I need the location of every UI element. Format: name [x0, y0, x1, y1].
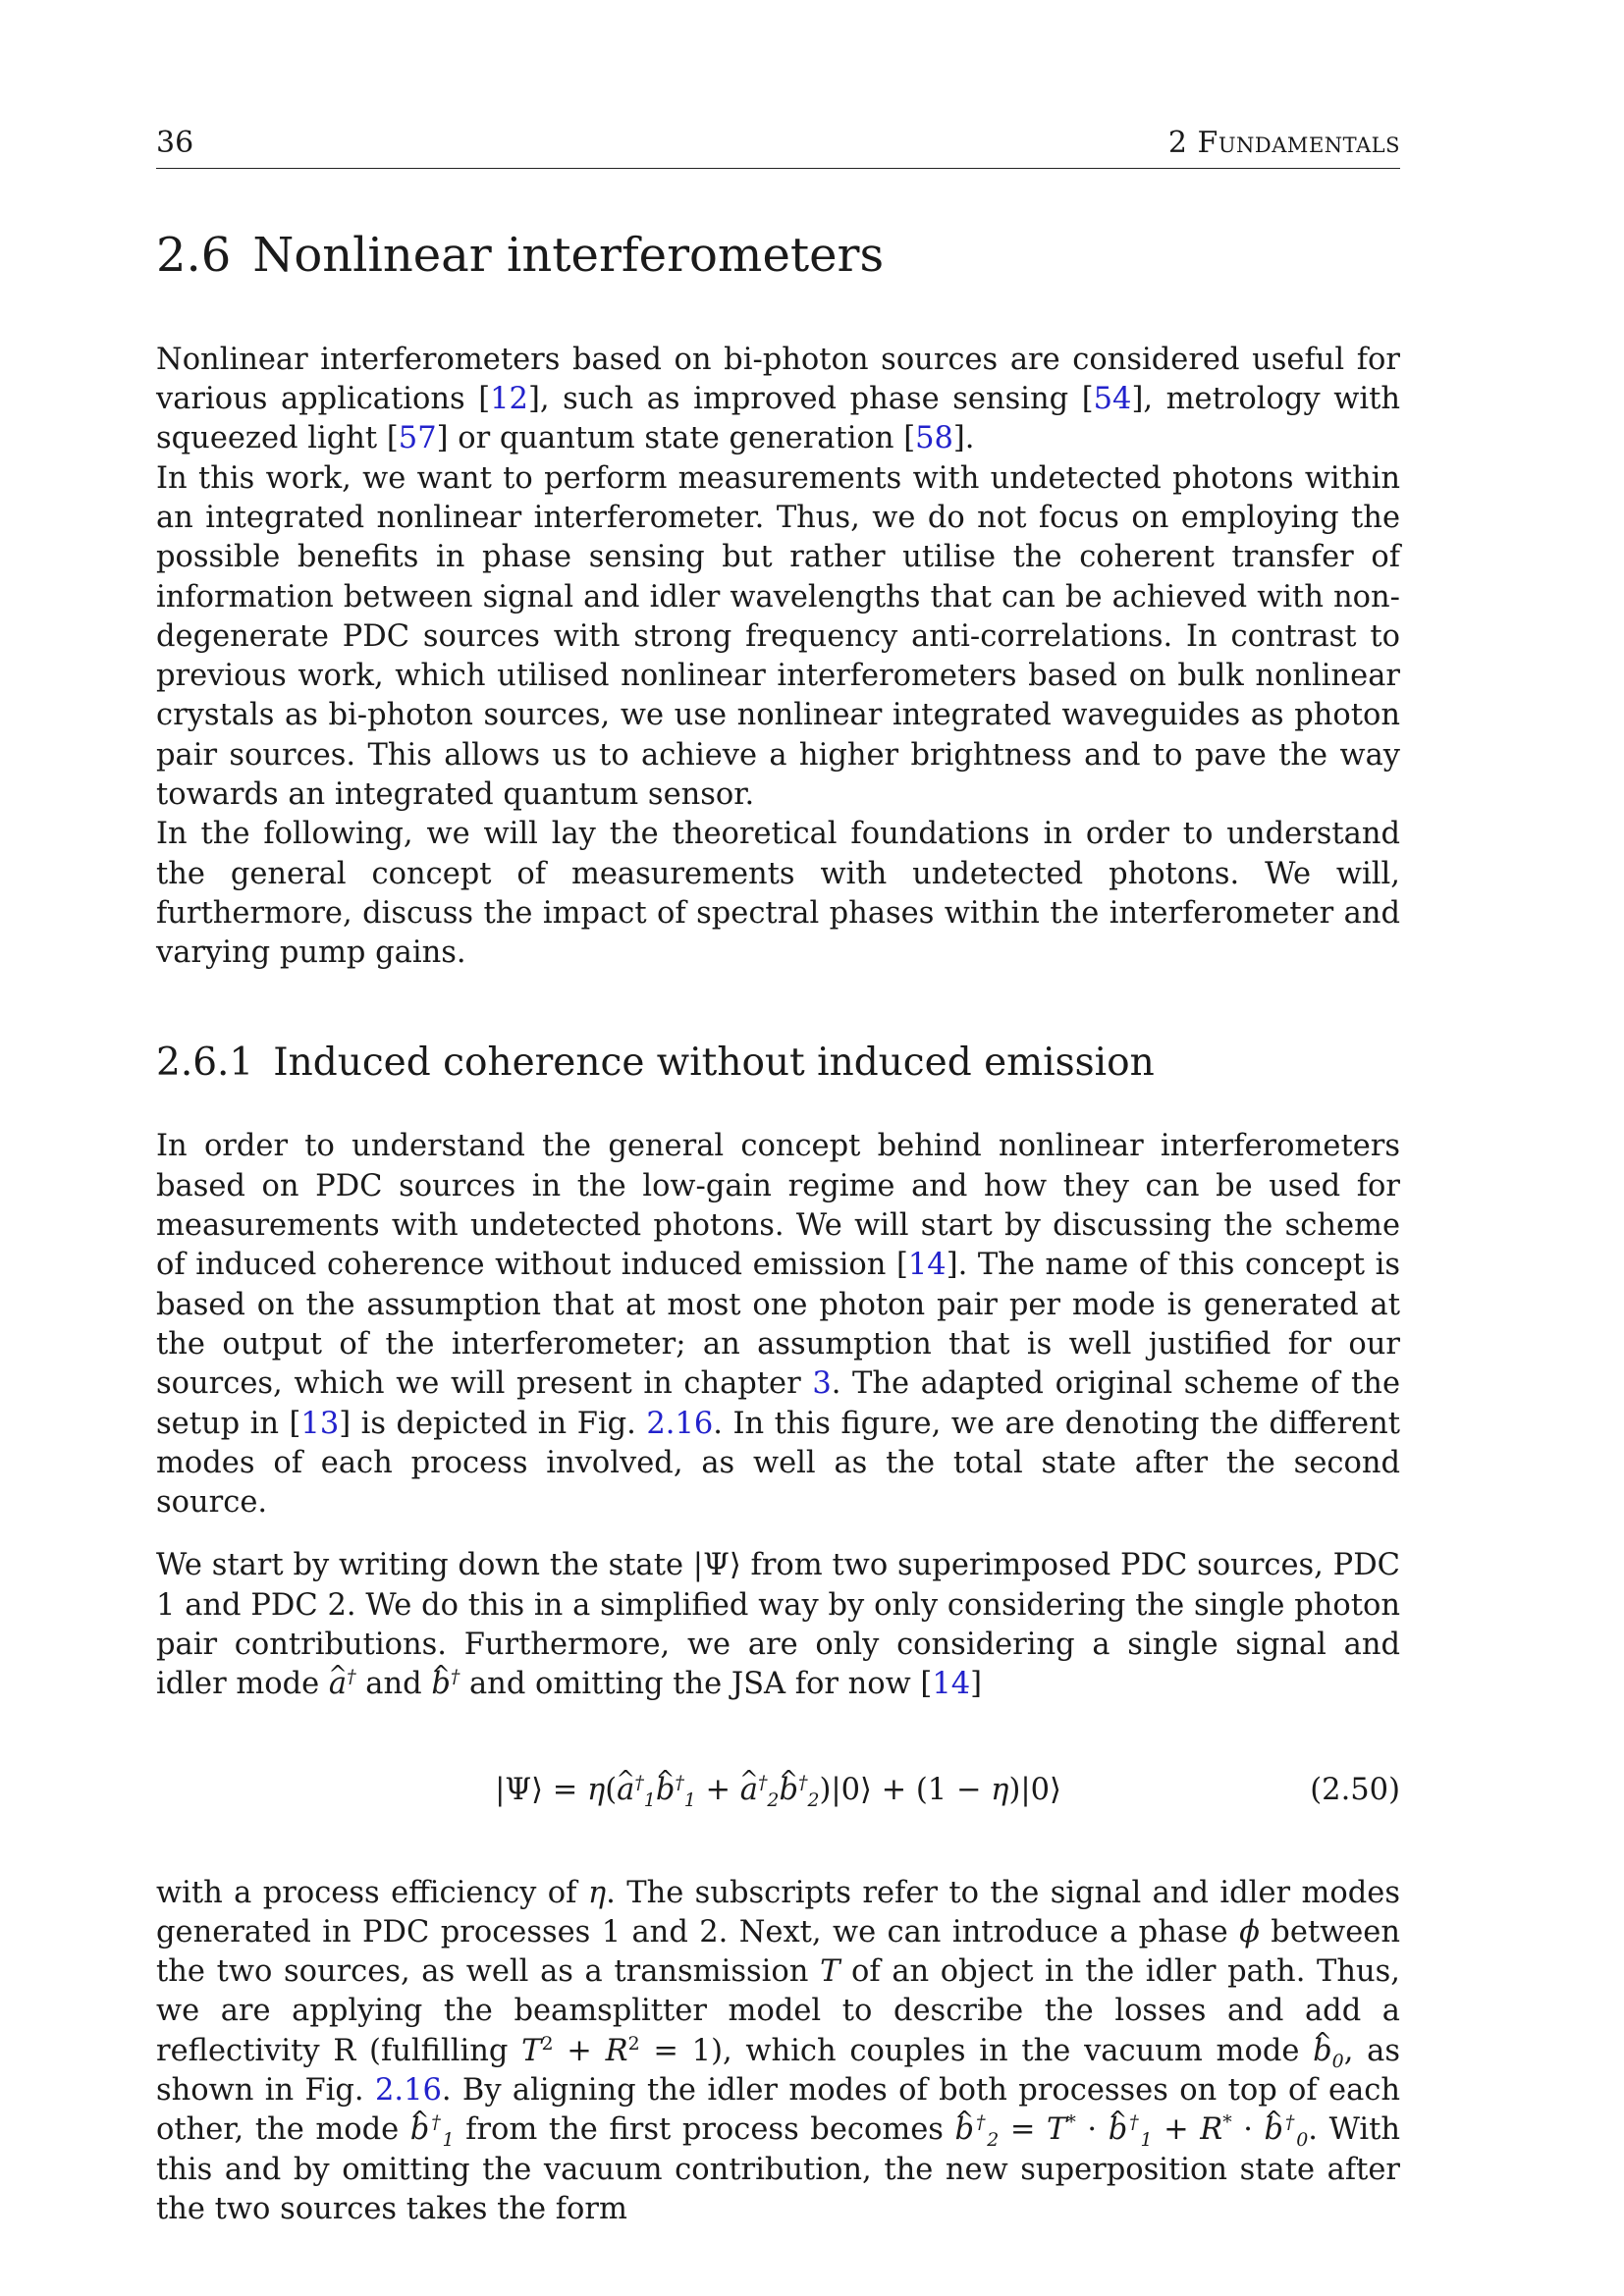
citation-link[interactable]: 57 [398, 421, 437, 456]
citation-link[interactable]: 13 [300, 1406, 340, 1441]
text-run: ] [970, 1667, 983, 1702]
text-run: with a process efficiency of [156, 1875, 588, 1910]
paragraph-body-1 [156, 1127, 1400, 1522]
math-a-dagger: ^ a† [329, 1667, 356, 1701]
math-phi: ϕ [1239, 1914, 1260, 1949]
paragraph-intro-2: In this work, we want to perform measurements with undetected photons within an integrated nonlinear interferometer. Thus, we do not focus on employing the possible benefits in phase sensing but rather utilise the coherent transfer of information between signal and idler wavelengths that can be achieved with non-degenerate PDC sources with strong frequency anti-correlations. In contrast to previous work, which utilised nonlinear interferometers based on bulk nonlinear crystals as bi-photon sources, we use nonlinear integrated waveguides as photon pair sources. This allows us to achieve a higher brightness and to pave the way towards an integrated quantum sensor. [156, 460, 1400, 813]
citation-link[interactable]: 58 [915, 421, 953, 456]
subsection-heading [156, 1042, 1400, 1085]
citation-link[interactable]: 14 [932, 1667, 971, 1702]
section-number: 2.6 [156, 228, 232, 283]
citation-link[interactable]: 12 [490, 382, 528, 417]
text-run: ], metrology with squeezed light [ [156, 382, 1400, 456]
text-run: ]. [952, 421, 975, 456]
math-eta: η [587, 1875, 607, 1910]
citation-link[interactable]: 54 [1093, 382, 1132, 417]
paragraph-body-2 [156, 1546, 1400, 1704]
paragraph-body-3 [156, 1874, 1400, 2230]
chapter-title: 2 Fundamentals [1167, 126, 1400, 160]
text-run: from the first process becomes [454, 2112, 955, 2148]
math-T2-R2: $T^2 + R^2 = 1$ [521, 2032, 712, 2068]
section-title: Nonlinear interferometers [252, 228, 885, 283]
math-T: T [820, 1954, 840, 1990]
text-run: We start by writing down the state |Ψ⟩ from two superimposed PDC sources, PDC 1 and PDC 2. We do this in a simplified way by only considering the single photon pair contributions. Furthermore, we are only considering a single signal and idler mode [156, 1548, 1400, 1702]
text-run: ] is depicted in Fig. [339, 1406, 647, 1441]
text-run: . The subscripts refer to the signal and idler modes generated in PDC processes 1 and 2. Next, we can introduce a phase [156, 1875, 1400, 1949]
text-run: and omitting the JSA for now [ [460, 1667, 933, 1702]
math-b2-relation: ^ $b^\dagger_2 = T^*$ · ^ $b^\dagger_1 + R^*$ · ^ $b^\dagger_0$ [955, 2112, 1309, 2147]
text-run: . In this figure, we are denoting the different modes of each process involved, as well as the total state after the second source. [156, 1406, 1400, 1521]
math-b-dagger: ^ b† [431, 1667, 460, 1701]
equation-body: |Ψ⟩ = η(^ $a^\dagger_1\^{}$ $b^\dagger_1$ + ^ $a^\dagger_2\^{}$ $b^\dagger_2)|0⟩ + (1$ − η)|0⟩ [156, 1754, 1400, 1827]
text-run: , as shown in Fig. [156, 2033, 1400, 2109]
text-run: and [355, 1667, 432, 1702]
text-run: . The adapted original scheme of the setup in [ [156, 1366, 1400, 1441]
figure-link[interactable]: 2.16 [374, 2073, 442, 2109]
text-run: ], such as improved phase sensing [ [527, 382, 1094, 417]
text-run: . With this and by omitting the vacuum contribution, the new superposition state after the two sources takes the form [156, 2112, 1401, 2226]
paragraph-intro-1 [156, 341, 1400, 459]
text-run: Nonlinear interferometers based on bi-photon sources are considered useful for various applications [ [156, 342, 1400, 417]
page [156, 126, 1400, 2229]
page-number: 36 [156, 126, 194, 160]
section-heading [156, 230, 1400, 282]
equation-number: (2.50) [1310, 1772, 1400, 1807]
subsection-title: Induced coherence without induced emission [273, 1040, 1155, 1085]
equation-2-50 [156, 1754, 1400, 1827]
running-head [156, 126, 1400, 169]
citation-link[interactable]: 14 [907, 1248, 947, 1283]
text-run: ] or quantum state generation [ [436, 421, 916, 456]
text-run: ), which couples in the vacuum mode [711, 2033, 1314, 2068]
text-run: ]. The name of this concept is based on the assumption that at most one photon pair per mode is generated at the output of the interferometer; an assumption that is well justified for our sources, which we will present in chapter [156, 1248, 1400, 1402]
text-run: In order to understand the general concept behind nonlinear interferometers based on PDC sources in the low-gain regime and how they can be used for measurements with undetected photons. We will start by discussing the scheme of induced coherence without induced emission [ [156, 1129, 1400, 1283]
text-run: . By aligning the idler modes of both processes on top of each other, the mode [156, 2073, 1401, 2148]
text-run: of an object in the idler path. Thus, we are applying the beamsplitter model to describe the losses and add a reflectivity R (fulfilling [156, 1954, 1400, 2068]
paragraph-intro-3: In the following, we will lay the theoretical foundations in order to understand the general concept of measurements with undetected photons. We will, furthermore, discuss the impact of spectral phases within the interferometer and varying pump gains. [156, 817, 1400, 971]
text-run: between the two sources, as well as a transmission [156, 1914, 1400, 1990]
chapter-link[interactable]: 3 [812, 1366, 832, 1402]
math-b1-dagger: ^ $b^\dagger_1$ [410, 2112, 455, 2147]
math-b0: ^ $b_0$ [1313, 2034, 1344, 2068]
figure-link[interactable]: 2.16 [646, 1406, 714, 1441]
subsection-number: 2.6.1 [156, 1040, 254, 1085]
